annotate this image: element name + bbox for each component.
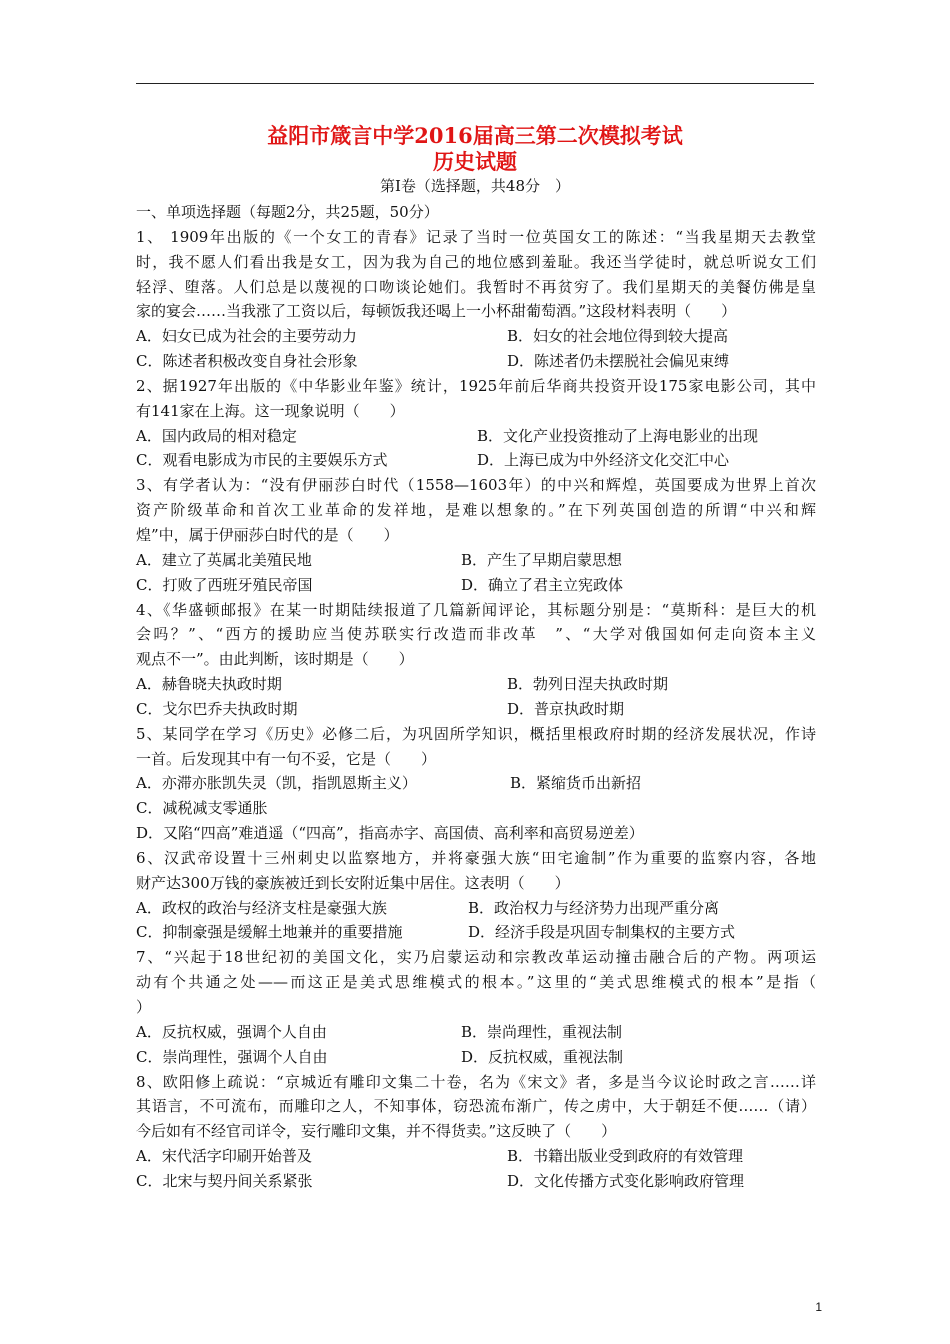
option-d: D．上海已成为中外经济文化交汇中心 — [477, 451, 730, 470]
question-text-line: 时，我不愿人们看出我是女工，因为我为自己的地位感到羞耻。我还当学徒时，就总听说女工们 — [136, 252, 816, 271]
option-c: C．崇尚理性，强调个人自由 — [136, 1047, 328, 1066]
options-row — [136, 573, 816, 598]
question-text-line: 今后如有不经官司详令，妄行雕印文集，并不得货卖。”这反映了（ ） — [136, 1122, 617, 1141]
option-d: D．陈述者仍未摆脱社会偏见束缚 — [507, 352, 730, 371]
page-number: 1 — [815, 1300, 822, 1314]
option-d: D．反抗权威，重视法制 — [461, 1047, 624, 1066]
question-8 — [136, 1070, 816, 1194]
question-text-line: 动有个共通之处——而这正是美式思维模式的根本。”这里的“美式思维模式的根本”是指（ — [136, 973, 816, 992]
option-a: A．宋代活字印刷开始普及 — [136, 1147, 312, 1166]
options-row — [136, 349, 816, 374]
exam-title: 益阳市箴言中学2016届高三第二次模拟考试 — [267, 123, 683, 148]
options-row — [136, 697, 816, 722]
options-row — [136, 1169, 816, 1194]
option-b: B．勃列日涅夫执政时期 — [507, 675, 669, 694]
question-text-line: 5、某同学在学习《历史》必修二后，为巩固所学知识，概括里根政府时期的经济发展状况，作诗 — [136, 724, 816, 743]
options-row — [136, 771, 816, 796]
options-row — [136, 1045, 816, 1070]
option-d: D．文化传播方式变化影响政府管理 — [507, 1171, 745, 1190]
question-text-line: 轻浮、堕落。人们总是以蔑视的口吻谈论她们。我暂时不再贫穷了。我们星期天的美餐仿佛是皇 — [136, 277, 816, 296]
option-a: A．反抗权威，强调个人自由 — [136, 1022, 327, 1041]
exam-content — [136, 200, 816, 1194]
option-c: C．戈尔巴乔夫执政时期 — [136, 699, 298, 718]
option-c: C．观看电影成为市民的主要娱乐方式 — [136, 451, 388, 470]
section-heading: 一、单项选择题（每题2分，共25题，50分） — [136, 203, 439, 221]
option-d: D．普京执政时期 — [507, 699, 625, 718]
option-a: A．妇女已成为社会的主要劳动力 — [136, 327, 357, 346]
options-row — [136, 324, 816, 349]
question-text-line: 4、《华盛顿邮报》在某一时期陆续报道了几篇新闻评论，其标题分别是：“莫斯科：是巨大的机 — [136, 600, 816, 619]
part-heading: 第Ⅰ卷（选择题，共48分 ） — [379, 177, 570, 195]
option-a: A．亦滞亦胀凯失灵（凯，指凯恩斯主义） — [136, 774, 417, 793]
question-6 — [136, 846, 816, 945]
options-row — [136, 448, 816, 473]
option-c: C．抑制豪强是缓解土地兼并的重要措施 — [136, 923, 403, 942]
option-b: B．紧缩货币出新招 — [510, 774, 642, 793]
option-b: B．文化产业投资推动了上海电影业的出现 — [477, 426, 759, 445]
option-b: B．产生了早期启蒙思想 — [461, 550, 623, 569]
option-a: A．赫鲁晓夫执政时期 — [136, 675, 282, 694]
question-5 — [136, 722, 816, 846]
question-text-line: 其语言，不可流布，而雕印之人，不知事体，窃恐流布渐广，传之虏中，大于朝廷不便……（请） — [136, 1097, 816, 1116]
option-b: B．书籍出版业受到政府的有效管理 — [507, 1147, 744, 1166]
question-4 — [136, 598, 816, 722]
question-text-line: 资产阶级革命和首次工业革命的发祥地，是难以想象的。”在下列英国创造的所谓“中兴和辉 — [136, 501, 816, 520]
option-c: C．北宋与契丹间关系紧张 — [136, 1171, 313, 1190]
options-row — [136, 548, 816, 573]
question-text-line: 有141家在上海。这一现象说明（ ） — [136, 401, 405, 420]
question-text-line: 1、 1909年出版的《一个女工的青春》记录了当时一位英国女工的陈述：“当我星期天去教堂 — [136, 227, 816, 246]
question-text-line: 2、据1927年出版的《中华影业年鉴》统计，1925年前后华商共投资开设175家电影公司，其中 — [136, 376, 816, 395]
option-a: A．建立了英属北美殖民地 — [136, 550, 312, 569]
question-text-line: 一首。后发现其中有一句不妥，它是（ ） — [136, 749, 437, 768]
question-text-line: 3、有学者认为：“没有伊丽莎白时代（1558—1603年）的中兴和辉煌，英国要成为世界上首次 — [136, 476, 816, 495]
question-text-line: 观点不一”。由此判断，该时期是（ ） — [136, 650, 414, 669]
option-c: C．打败了西班牙殖民帝国 — [136, 575, 313, 594]
question-text-line: 7、“兴起于18世纪初的美国文化，实乃启蒙运动和宗教改革运动撞击融合后的产物。两项运 — [136, 948, 816, 967]
question-text-line: ） — [136, 998, 152, 1016]
option-a: A．国内政局的相对稳定 — [136, 426, 297, 445]
question-1 — [136, 225, 816, 374]
question-3 — [136, 473, 816, 597]
options-row — [136, 424, 816, 449]
option-b: B．政治权力与经济势力出现严重分离 — [468, 898, 720, 917]
options-row — [136, 672, 816, 697]
header-rule — [136, 83, 814, 84]
question-text-line: 家的宴会……当我涨了工资以后，每顿饭我还喝上一小杯甜葡萄酒。”这段材料表明（ ） — [136, 302, 737, 321]
exam-subject-title: 历史试题 — [433, 149, 517, 174]
question-text-line: 煌”中，属于伊丽莎白时代的是（ ） — [136, 525, 399, 544]
option-c: C．减税减支零通胀 — [136, 799, 268, 818]
question-text-line: 8、欧阳修上疏说：“京城近有雕印文集二十卷，名为《宋文》者，多是当今议论时政之言……详 — [136, 1072, 816, 1091]
option-c: C．陈述者积极改变自身社会形象 — [136, 352, 358, 371]
options-row — [136, 1020, 816, 1045]
option-b: B．妇女的社会地位得到较大提高 — [507, 327, 729, 346]
options-row — [136, 920, 816, 945]
option-d: D．又陷“四高”难逍遥（“四高”，指高赤字、高国债、高利率和高贸易逆差） — [136, 824, 644, 843]
question-text-line: 财产达300万钱的豪族被迁到长安附近集中居住。这表明（ ） — [136, 873, 570, 892]
option-d: D．经济手段是巩固专制集权的主要方式 — [468, 923, 736, 942]
options-row — [136, 1144, 816, 1169]
option-d: D．确立了君主立宪政体 — [461, 575, 624, 594]
question-text-line: 会吗？”、“西方的援助应当使苏联实行改造而非改革 ”、“大学对俄国如何走向资本主义 — [136, 625, 816, 644]
question-text-line: 6、汉武帝设置十三州刺史以监察地方，并将豪强大族“田宅逾制”作为重要的监察内容，各地 — [136, 848, 816, 867]
options-row — [136, 896, 816, 921]
question-7 — [136, 945, 816, 1069]
question-2 — [136, 374, 816, 473]
option-b: B．崇尚理性，重视法制 — [461, 1022, 623, 1041]
option-a: A．政权的政治与经济支柱是豪强大族 — [136, 898, 387, 917]
